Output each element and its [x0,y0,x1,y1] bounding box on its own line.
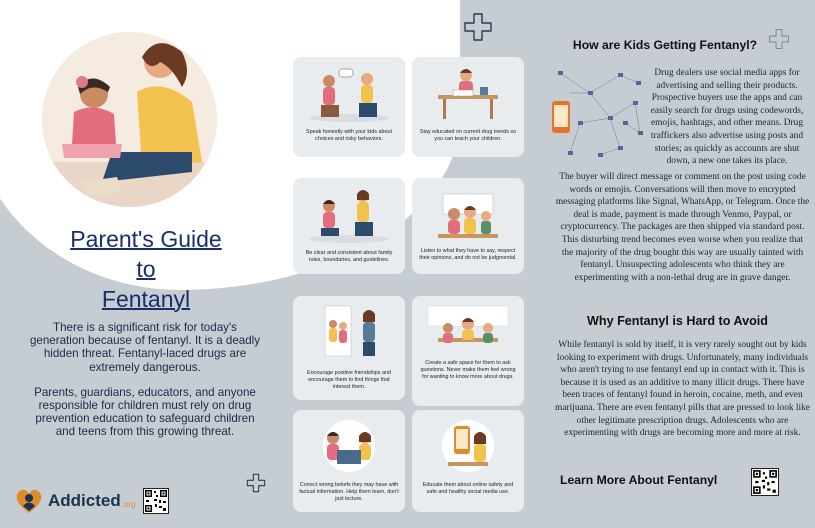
logo-text: Addicted [48,491,121,510]
title-line-3: Fentanyl [101,286,191,312]
heading-why-hard-to-avoid: Why Fentanyl is Hard to Avoid [587,314,768,328]
listening-illustration [418,184,518,244]
tip-card-3-text: Be clear and consistent about family rules, boundaries, and guidelines. [305,250,393,264]
qr-code-left[interactable] [143,488,169,514]
rules-illustration [299,184,399,244]
plus-decoration-icon [463,12,493,42]
tip-card-8-text: Educate them about online safety and safe and healthy social media use. [422,482,514,496]
logo-heart-icon [14,487,44,515]
friendship-illustration [299,302,399,362]
tip-card-4-text: Listen to what they have to say, respect their opinions, and do not be judgmental. [419,248,517,262]
tip-card-5 [293,296,405,400]
plus-decoration-icon [768,28,790,50]
paragraph-direct-message-a: The buyer will direct message or comment on the post using code words or emojis. Conversations will then move to encrypted messaging platforms like Signal, WhatsApp, or Telegram. Once the deal is made, payment is made through Venmo, Paypal, or cryptocurrency. The packages are then shipped via standard post. [555,172,810,233]
tip-card-5-text: Encourage positive friendships and encourage them to find things that interest them. [307,370,391,391]
correcting-illustration [299,416,399,476]
tip-card-7 [293,410,405,512]
tip-card-7-text: Correct wrong beliefs they may have with factual information. Help them learn, don't just lecture. [299,482,399,503]
paragraph-social-media: Drug dealers use social media apps for advertising and selling their products. Prospective buyers use the apps and can easily search for drugs using codewords, emojis, hashtags, and other means. Drug traffickers also advertise using posts and stories; as quickly as accounts are shut down, a new one takes its place. [650,68,804,167]
title-line-1: Parent's Guide [70,226,222,252]
intro-paragraph-1: There is a significant risk for today's generation because of fentanyl. It is a deadly hidden threat. Fentanyl-laced drugs are extremely dangerous. [29,321,261,374]
heading-how-kids-get-fentanyl: How are Kids Getting Fentanyl? [572,38,758,52]
intro-paragraph-2: Parents, guardians, educators, and anyone responsible for children must rely on drug prevention education to safeguard children and teens from this growing threat. [34,385,256,439]
tip-card-6-text: Create a safe space for them to ask questions. Never make them feel wrong for wanting to know more about drugs. [420,360,516,381]
tip-card-1 [293,57,405,157]
safe-space-illustration [418,302,518,362]
paragraph-direct-message-b: This disturbing trend becomes even worse when you realize that the majority of the drug bought this way are usually tainted with fentanyl. Unsuspecting adolescents who think they are experimenting with a non-lethal drug are in grave danger. [561,234,804,283]
tip-card-4 [412,178,524,274]
tip-card-8 [412,410,524,512]
intro-text [28,321,262,451]
tip-card-2 [412,57,524,157]
social-network-illustration [550,63,646,163]
talking-illustration [299,63,399,123]
qr-code-right[interactable] [751,468,779,496]
tip-card-6 [412,296,524,406]
tip-card-2-text: Stay educated on current drug trends so you can teach your children. [419,129,517,143]
plus-decoration-icon [246,473,266,493]
tip-card-1-text: Speak honestly with your kids about choices and risky behaviors. [305,129,392,143]
studying-illustration [418,63,518,123]
learn-more-heading: Learn More About Fentanyl [560,473,718,487]
logo-suffix: .org [121,499,136,509]
paragraph-direct-message [555,171,810,284]
online-safety-illustration [418,416,518,476]
paragraph-hard-to-avoid: While fentanyl is sold by itself, it is very rarely sought out by kids looking to experiment with drugs. Unfortunately, many individuals who aren't trying to use fentanyl end up in contact with it. This is because it is used as an additive to many illicit drugs. There have been traces of fentanyl found in heroin, cocaine, meth, and even marijuana. There are even fentanyl pills that are pressed to look like other legitimate prescription drugs. Adolescents who are experimenting with drugs are becoming more and more at risk. [555,340,810,439]
page-title [30,224,262,314]
mother-daughter-illustration [42,32,217,207]
tip-card-3 [293,178,405,274]
addicted-logo[interactable] [14,486,136,516]
title-line-2: to [136,256,156,282]
